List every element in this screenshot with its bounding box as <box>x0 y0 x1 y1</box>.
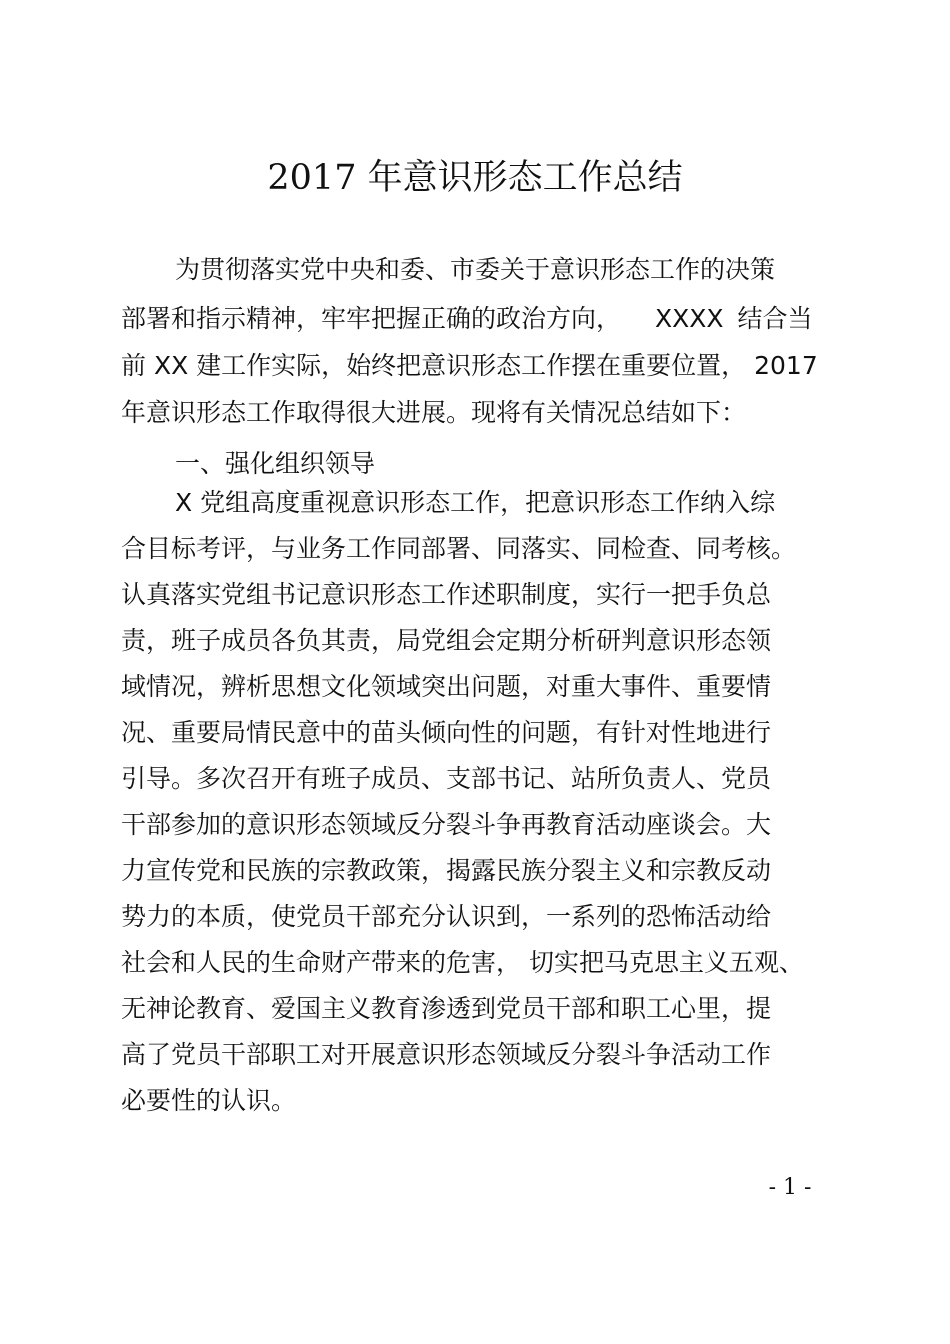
intro-line-2 <box>121 302 813 336</box>
body-line: 高了党员干部职工对开展意识形态领域反分裂斗争活动工作 <box>121 1040 772 1069</box>
intro-line-2-end: 结合当 <box>737 304 813 333</box>
page-number: - 1 - <box>768 1175 812 1200</box>
body-line: 力宣传党和民族的宗教政策，揭露民族分裂主义和宗教反动 <box>121 856 772 885</box>
body-line: 干部参加的意识形态领域反分裂斗争再教育活动座谈会。大 <box>121 810 772 839</box>
intro-line-1: 为贯彻落实党中央和委、市委关于意识形态工作的决策 <box>175 255 776 284</box>
body-line: 况、重要局情民意中的苗头倾向性的问题，有针对性地进行 <box>121 718 772 747</box>
intro-line-4: 年意识形态工作取得很大进展。现将有关情况总结如下： <box>121 398 747 427</box>
body-line: 无神论教育、爱国主义教育渗透到党员干部和职工心里，提 <box>121 994 772 1023</box>
document-title: 2017 年意识形态工作总结 <box>267 158 683 198</box>
section-heading: 一、强化组织领导 <box>175 449 376 478</box>
body-line: 合目标考评，与业务工作同部署、同落实、同检查、同考核。 <box>121 534 797 563</box>
intro-line-2-text: 部署和指示精神，牢牢把握正确的政治方向， <box>121 304 622 333</box>
body-line: 域情况，辨析思想文化领域突出问题，对重大事件、重要情 <box>121 672 772 701</box>
intro-placeholder-org: XXXX <box>655 304 724 333</box>
body-line: 必要性的认识。 <box>121 1086 297 1115</box>
body-line: X 党组高度重视意识形态工作，把意识形态工作纳入综 <box>175 488 776 517</box>
body-line: 引导。多次召开有班子成员、支部书记、站所负责人、党员 <box>121 764 772 793</box>
body-line: 认真落实党组书记意识形态工作述职制度，实行一把手负总 <box>121 580 772 609</box>
body-line: 社会和人民的生命财产带来的危害， 切实把马克思主义五观、 <box>121 948 804 977</box>
body-line: 势力的本质，使党员干部充分认识到，一系列的恐怖活动给 <box>121 902 772 931</box>
intro-line-3: 前 XX 建工作实际，始终把意识形态工作摆在重要位置， 2017 <box>121 351 818 380</box>
body-line: 责，班子成员各负其责，局党组会定期分析研判意识形态领 <box>121 626 772 655</box>
